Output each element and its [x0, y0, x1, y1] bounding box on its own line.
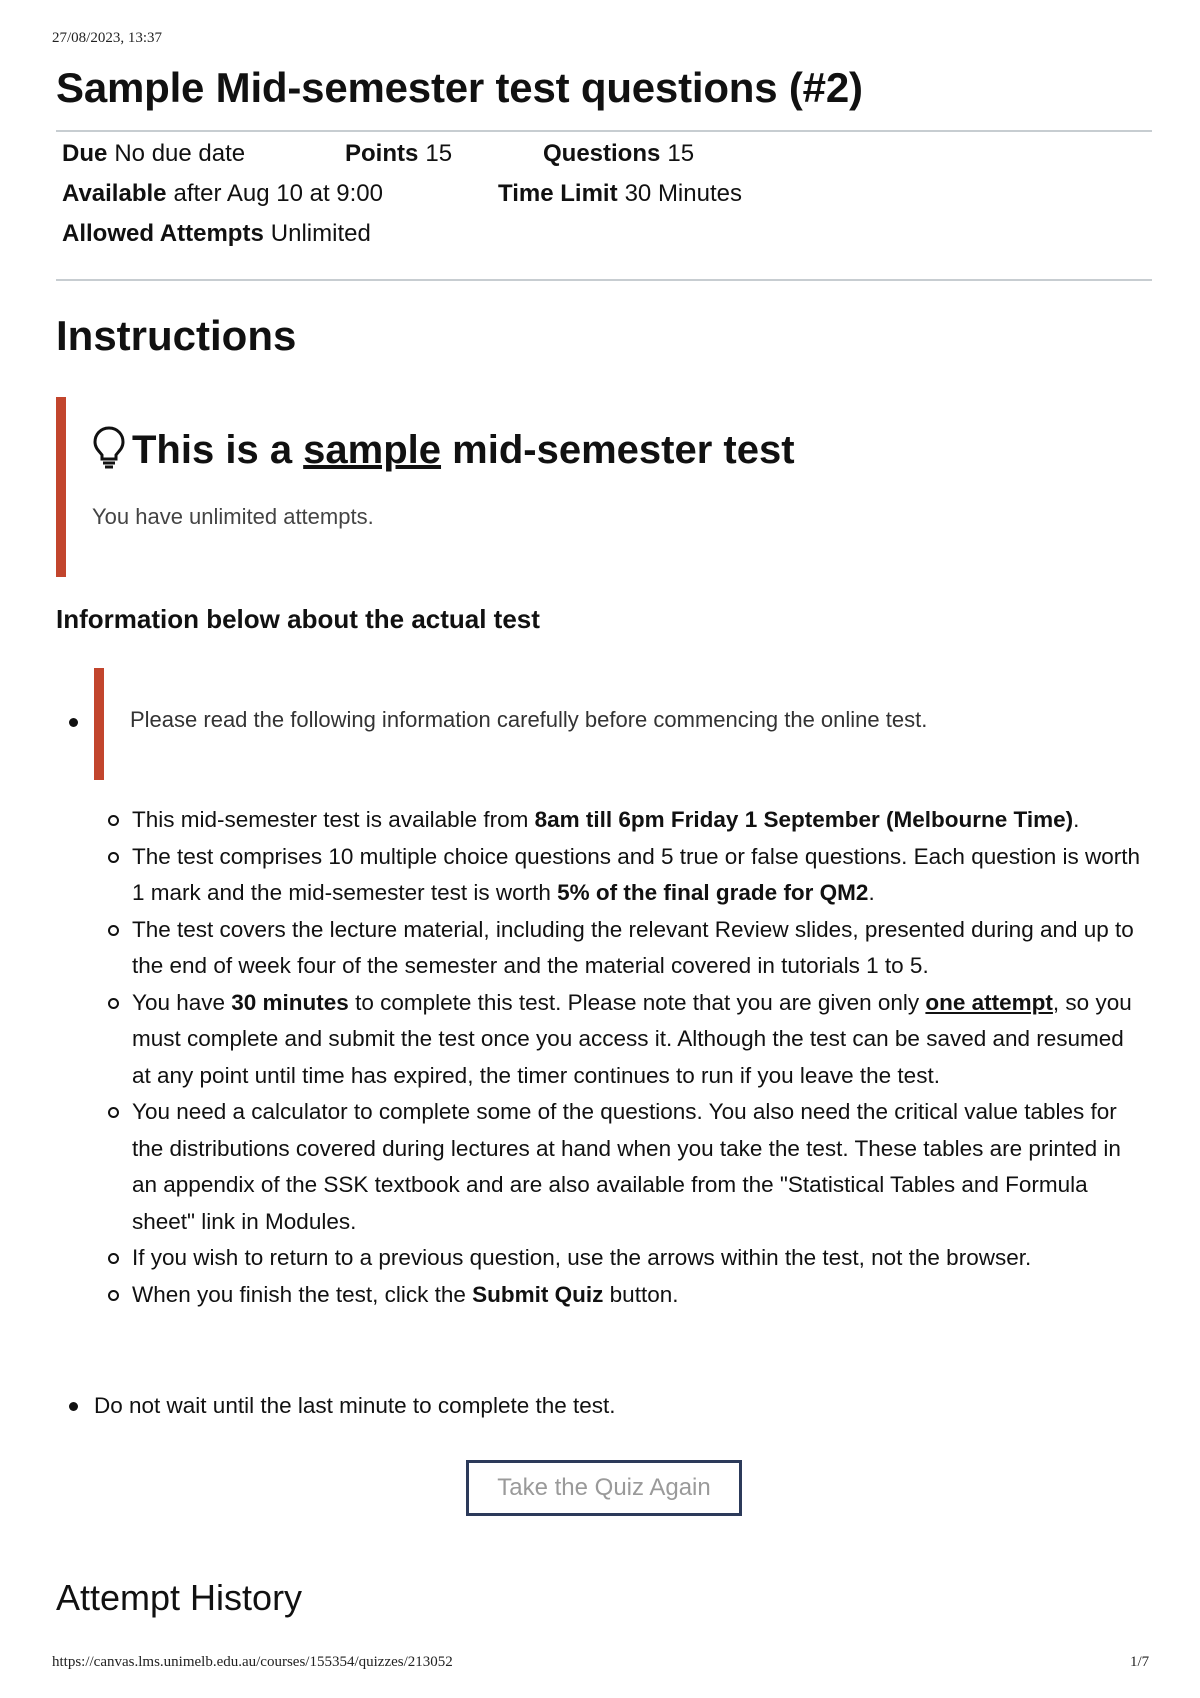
- note-text: Please read the following information carefully before commencing the online test.: [130, 707, 928, 732]
- list-item: [132, 802, 1142, 839]
- instructions-heading: Instructions: [56, 312, 297, 359]
- item-text: This mid-semester test is available from: [132, 807, 535, 832]
- callout-title-pre: This is a: [132, 428, 304, 472]
- list-item: [132, 1277, 1142, 1314]
- detail-label: Time Limit: [498, 180, 618, 207]
- lightbulb-icon: [92, 425, 126, 479]
- item-text: The test covers the lecture material, including the relevant Review slides, presented during and up to the end of week four of the semester and the material covered in tutorials 1 to 5.: [132, 916, 1134, 978]
- callout-subtext: You have unlimited attempts.: [92, 504, 374, 529]
- list-item: [132, 985, 1142, 1095]
- item-text: When you finish the test, click the: [132, 1281, 473, 1307]
- detail-value: 15: [425, 140, 453, 167]
- bullet-disc: [69, 718, 78, 727]
- bullet-circle: [108, 998, 119, 1009]
- bullet-circle: [108, 815, 119, 826]
- detail-time-limit: [498, 180, 742, 208]
- note-accent-bar: [94, 668, 104, 780]
- page-title: Sample Mid-semester test questions (#2): [56, 64, 863, 111]
- print-timestamp: 27/08/2023, 13:37: [52, 30, 163, 46]
- detail-label: Questions: [543, 140, 661, 167]
- bullet-circle: [108, 925, 119, 936]
- item-text: If you wish to return to a previous question, use the arrows within the test, not the browser.: [132, 1245, 1032, 1270]
- last-list-item: Do not wait until the last minute to complete the test.: [94, 1393, 616, 1418]
- info-heading: Information below about the actual test: [56, 604, 540, 634]
- bullet-circle: [108, 1253, 119, 1264]
- take-quiz-again-button[interactable]: Take the Quiz Again: [466, 1460, 742, 1516]
- print-footer-url: https://canvas.lms.unimelb.edu.au/courses/155354/quizzes/213052: [52, 1654, 453, 1670]
- detail-value: 15: [667, 140, 695, 167]
- list-item: [132, 839, 1142, 912]
- divider: [56, 279, 1152, 281]
- item-text: .: [1073, 807, 1080, 832]
- bullet-circle: [108, 852, 119, 863]
- detail-questions: [543, 140, 694, 168]
- bullet-circle: [108, 1107, 119, 1118]
- callout-accent-bar: [56, 397, 66, 577]
- detail-available: [62, 180, 383, 208]
- item-text: button.: [603, 1281, 679, 1307]
- detail-due: [62, 140, 245, 168]
- bullet-circle: [108, 1290, 119, 1301]
- item-text: You have: [132, 989, 232, 1015]
- detail-value: after Aug 10 at 9:00: [173, 180, 383, 207]
- print-footer-page-number: 1/7: [1130, 1654, 1150, 1670]
- list-item: [132, 912, 1142, 985]
- item-bold: 5% of the final grade for QM2: [557, 880, 869, 905]
- list-item: [132, 1240, 1142, 1277]
- divider: [56, 130, 1152, 132]
- detail-allowed-attempts: [62, 220, 371, 248]
- detail-points: [345, 140, 452, 168]
- item-underlined: one attempt: [925, 989, 1053, 1015]
- item-text: .: [868, 880, 875, 905]
- detail-label: Available: [62, 180, 167, 207]
- instruction-list: [132, 802, 1142, 1313]
- item-text: You need a calculator to complete some of the questions. You also need the critical value tables for the distributions covered during lectures at hand when you take the test. These tables are printed in an appendix of the SSK textbook and are also available from the "Statistical Tables and Formula sheet" link in Modules.: [132, 1099, 1121, 1234]
- detail-value: No due date: [114, 140, 246, 167]
- item-text: to complete this test. Please note that you are given only: [348, 989, 926, 1015]
- detail-value: Unlimited: [270, 220, 371, 247]
- detail-value: 30 Minutes: [624, 180, 742, 207]
- item-bold: 8am till 6pm Friday 1 September (Melbourne Time): [534, 807, 1074, 832]
- list-item: [132, 1094, 1142, 1240]
- item-bold: Submit Quiz: [472, 1281, 604, 1307]
- detail-label: Due: [62, 140, 108, 167]
- item-bold: 30 minutes: [231, 989, 349, 1015]
- detail-label: Allowed Attempts: [62, 220, 264, 247]
- callout-title-emphasis: sample: [303, 428, 442, 472]
- attempt-history-heading: Attempt History: [56, 1577, 303, 1618]
- callout-title: [92, 425, 795, 479]
- detail-label: Points: [345, 140, 419, 167]
- callout-title-post: mid-semester test: [441, 428, 795, 472]
- bullet-disc: [69, 1402, 78, 1411]
- item-text: , so you must complete and submit the test once you access it. Although the test can be saved and resumed at any point until time has expired, the timer continues to run if you leave the test.: [132, 989, 1132, 1088]
- item-text: The test comprises 10 multiple choice questions and 5 true or false questions. Each question is worth 1 mark and the mid-semester test is worth: [132, 843, 1141, 905]
